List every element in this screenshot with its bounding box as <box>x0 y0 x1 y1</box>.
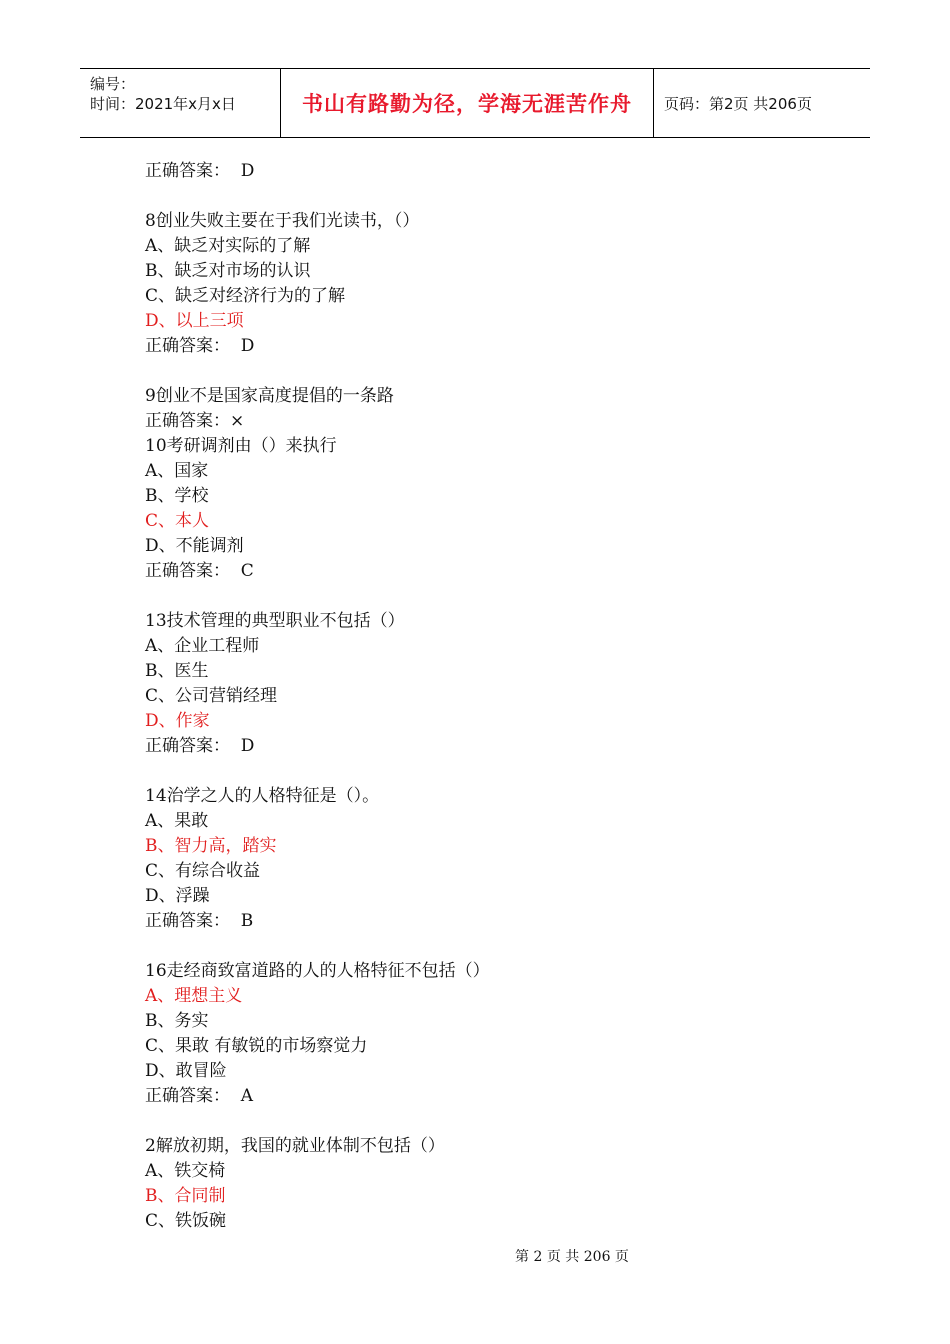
highlighted-answer-line: B、智力高，踏实 <box>145 836 277 856</box>
text-line: C、有综合收益 <box>145 861 261 881</box>
text-line: 正确答案： B <box>145 911 254 931</box>
question-content <box>145 159 845 1234</box>
highlighted-answer-line: C、本人 <box>145 511 210 531</box>
text-line: C、缺乏对经济行为的了解 <box>145 286 346 306</box>
text-line: 10考研调剂由（）来执行 <box>145 436 337 456</box>
text-line: 正确答案： A <box>145 1086 254 1106</box>
text-line: D、不能调剂 <box>145 536 244 556</box>
text-line: A、缺乏对实际的了解 <box>145 236 311 256</box>
time-label: 时间：2021年x月x日 <box>90 95 236 113</box>
text-line: 正确答案： D <box>145 161 255 181</box>
text-line: 正确答案： D <box>145 736 255 756</box>
text-line: D、敢冒险 <box>145 1061 227 1081</box>
text-line: A、企业工程师 <box>145 636 260 656</box>
blank-line <box>145 1109 845 1134</box>
text-line: 13技术管理的典型职业不包括（） <box>145 611 405 631</box>
text-line: 14治学之人的人格特征是（）。 <box>145 786 380 806</box>
text-line: 2解放初期，我国的就业体制不包括（） <box>145 1136 445 1156</box>
blank-line <box>145 759 845 784</box>
highlighted-answer-line: D、作家 <box>145 711 210 731</box>
text-line: C、公司营销经理 <box>145 686 278 706</box>
page-info: 页码：第2页 共206页 <box>664 94 812 113</box>
text-line: B、学校 <box>145 486 209 506</box>
text-line: 9创业不是国家高度提倡的一条路 <box>145 386 394 406</box>
text-line: B、务实 <box>145 1011 209 1031</box>
text-line: A、铁交椅 <box>145 1161 226 1181</box>
blank-line <box>145 934 845 959</box>
text-line: 8创业失败主要在于我们光读书，（） <box>145 211 420 231</box>
text-line: C、果敢 有敏锐的市场察觉力 <box>145 1036 368 1056</box>
text-line: 正确答案： C <box>145 561 254 581</box>
header-motto-cell <box>281 69 654 137</box>
text-line: D、浮躁 <box>145 886 210 906</box>
highlighted-answer-line: A、理想主义 <box>145 986 243 1006</box>
text-line: A、国家 <box>145 461 209 481</box>
page-header <box>80 68 870 138</box>
code-label: 编号： <box>90 75 136 93</box>
text-line: B、医生 <box>145 661 209 681</box>
page-footer <box>0 1246 950 1266</box>
footer-page-number: 第 2 页 共 206 页 <box>515 1249 629 1265</box>
text-line: A、果敢 <box>145 811 209 831</box>
blank-line <box>145 359 845 384</box>
highlighted-answer-line: D、以上三项 <box>145 311 244 331</box>
text-line: C、铁饭碗 <box>145 1211 227 1231</box>
blank-line <box>145 584 845 609</box>
text-line: B、缺乏对市场的认识 <box>145 261 311 281</box>
text-line: 16走经商致富道路的人的人格特征不包括（） <box>145 961 490 981</box>
text-line: 正确答案： D <box>145 336 255 356</box>
highlighted-answer-line: B、合同制 <box>145 1186 226 1206</box>
blank-line <box>145 184 845 209</box>
motto: 书山有路勤为径，学海无涯苦作舟 <box>302 92 632 116</box>
text-line: 正确答案：× <box>145 411 245 431</box>
header-page-cell <box>654 69 870 137</box>
header-meta <box>80 69 281 137</box>
